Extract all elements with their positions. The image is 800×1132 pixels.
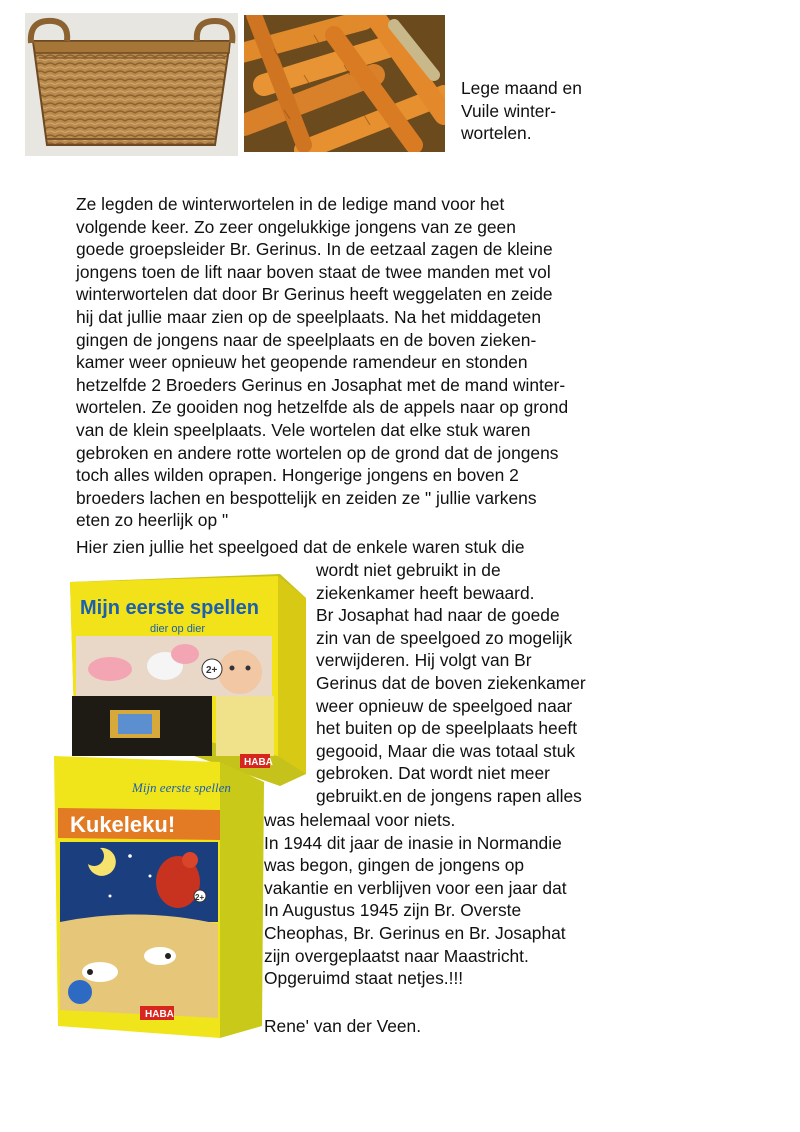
text-line: Opgeruimd staat netjes.!!! <box>264 968 464 989</box>
caption-line: wortelen. <box>461 123 532 144</box>
game2-age-badge: 2+ <box>195 893 205 902</box>
text-line: van de klein speelplaats. Vele wortelen dat elke stuk waren <box>76 419 531 440</box>
text-line: Cheophas, Br. Gerinus en Br. Josaphat <box>264 922 566 943</box>
story-paragraph-2-right-column <box>316 559 586 808</box>
caption-line: Vuile winter- <box>461 100 557 121</box>
story-paragraph-1 <box>76 193 568 532</box>
text-line: gebroken. Dat wordt niet meer <box>316 763 550 784</box>
text-line: Hier zien jullie het speelgoed dat de enkele waren stuk die <box>76 537 525 557</box>
text-line: gebroken en andere rotte wortelen op de grond dat de jongens <box>76 442 559 463</box>
text-line: Ze legden de winterwortelen in de ledige mand voor het <box>76 194 505 214</box>
game1-age-badge: 2+ <box>206 665 218 676</box>
text-line: gingen de jongens naar de speelplaats en de boven zieken- <box>76 329 537 350</box>
author-signature: Rene' van der Veen. <box>264 1016 422 1036</box>
game1-brand: HABA <box>244 757 273 768</box>
text-line: winterwortelen dat door Br Gerinus heeft weggelaten en zeide <box>76 284 553 305</box>
game2-series: Mijn eerste spellen <box>132 780 231 795</box>
text-line: vakantie en verblijven voor een jaar dat <box>264 877 567 898</box>
text-line: verwijderen. Hij volgt van Br <box>316 650 532 671</box>
story-paragraph-2-lead <box>76 536 525 559</box>
text-line: jongens toen de lift naar boven staat de twee manden met vol <box>76 261 551 282</box>
text-line: zin van de speelgoed zo mogelijk <box>316 627 573 648</box>
text-line: broeders lachen en bespottelijk en zeiden ze " jullie varkens <box>76 487 537 508</box>
text-line: kamer weer opnieuw het geopende ramendeur en stonden <box>76 352 528 373</box>
caption-line: Lege maand en <box>461 78 582 98</box>
game1-subtitle: dier op dier <box>150 623 206 635</box>
text-line: gegooid, Maar die was totaal stuk <box>316 740 576 761</box>
carrots-photo <box>244 15 445 152</box>
text-line: Gerinus dat de boven ziekenkamer <box>316 672 586 693</box>
game2-title: Kukeleku! <box>70 812 176 837</box>
story-paragraph-2-continued <box>264 809 567 990</box>
text-line: ziekenkamer heeft bewaard. <box>316 582 535 603</box>
text-line: eten zo heerlijk op " <box>76 510 229 531</box>
basket-photo <box>25 13 238 156</box>
text-line: wordt niet gebruikt in de <box>316 560 501 580</box>
text-line: wortelen. Ze gooiden nog hetzelfde als de appels naar op grond <box>76 397 569 418</box>
text-line: In 1944 dit jaar de inasie in Normandie <box>264 832 562 853</box>
text-line: Br Josaphat had naar de goede <box>316 605 560 626</box>
text-line: hetzelfde 2 Broeders Gerinus en Josaphat met de mand winter- <box>76 374 566 395</box>
text-line: was helemaal voor niets. <box>264 810 456 830</box>
game-box-kukeleku <box>50 756 264 1038</box>
text-line: weer opnieuw de speelgoed naar <box>316 695 573 716</box>
text-line: gebruikt.en de jongens rapen alles <box>316 785 582 806</box>
game1-title: Mijn eerste spellen <box>80 597 259 619</box>
text-line: het buiten op de speelplaats heeft <box>316 718 578 739</box>
game-box-dier-op-dier <box>70 574 306 786</box>
text-line: goede groepsleider Br. Gerinus. In de eetzaal zagen de kleine <box>76 239 553 260</box>
photo-caption <box>461 77 582 145</box>
text-line: In Augustus 1945 zijn Br. Overste <box>264 900 522 921</box>
text-line: volgende keer. Zo zeer ongelukkige jongens van ze geen <box>76 216 516 237</box>
text-line: was begon, gingen de jongens op <box>264 855 525 876</box>
game2-brand: HABA <box>145 1009 174 1020</box>
text-line: toch alles wilden oprapen. Hongerige jongens en boven 2 <box>76 465 519 486</box>
text-line: zijn overgeplaatst naar Maastricht. <box>264 945 529 966</box>
text-line: hij dat jullie maar zien op de speelplaats. Na het middageten <box>76 306 542 327</box>
